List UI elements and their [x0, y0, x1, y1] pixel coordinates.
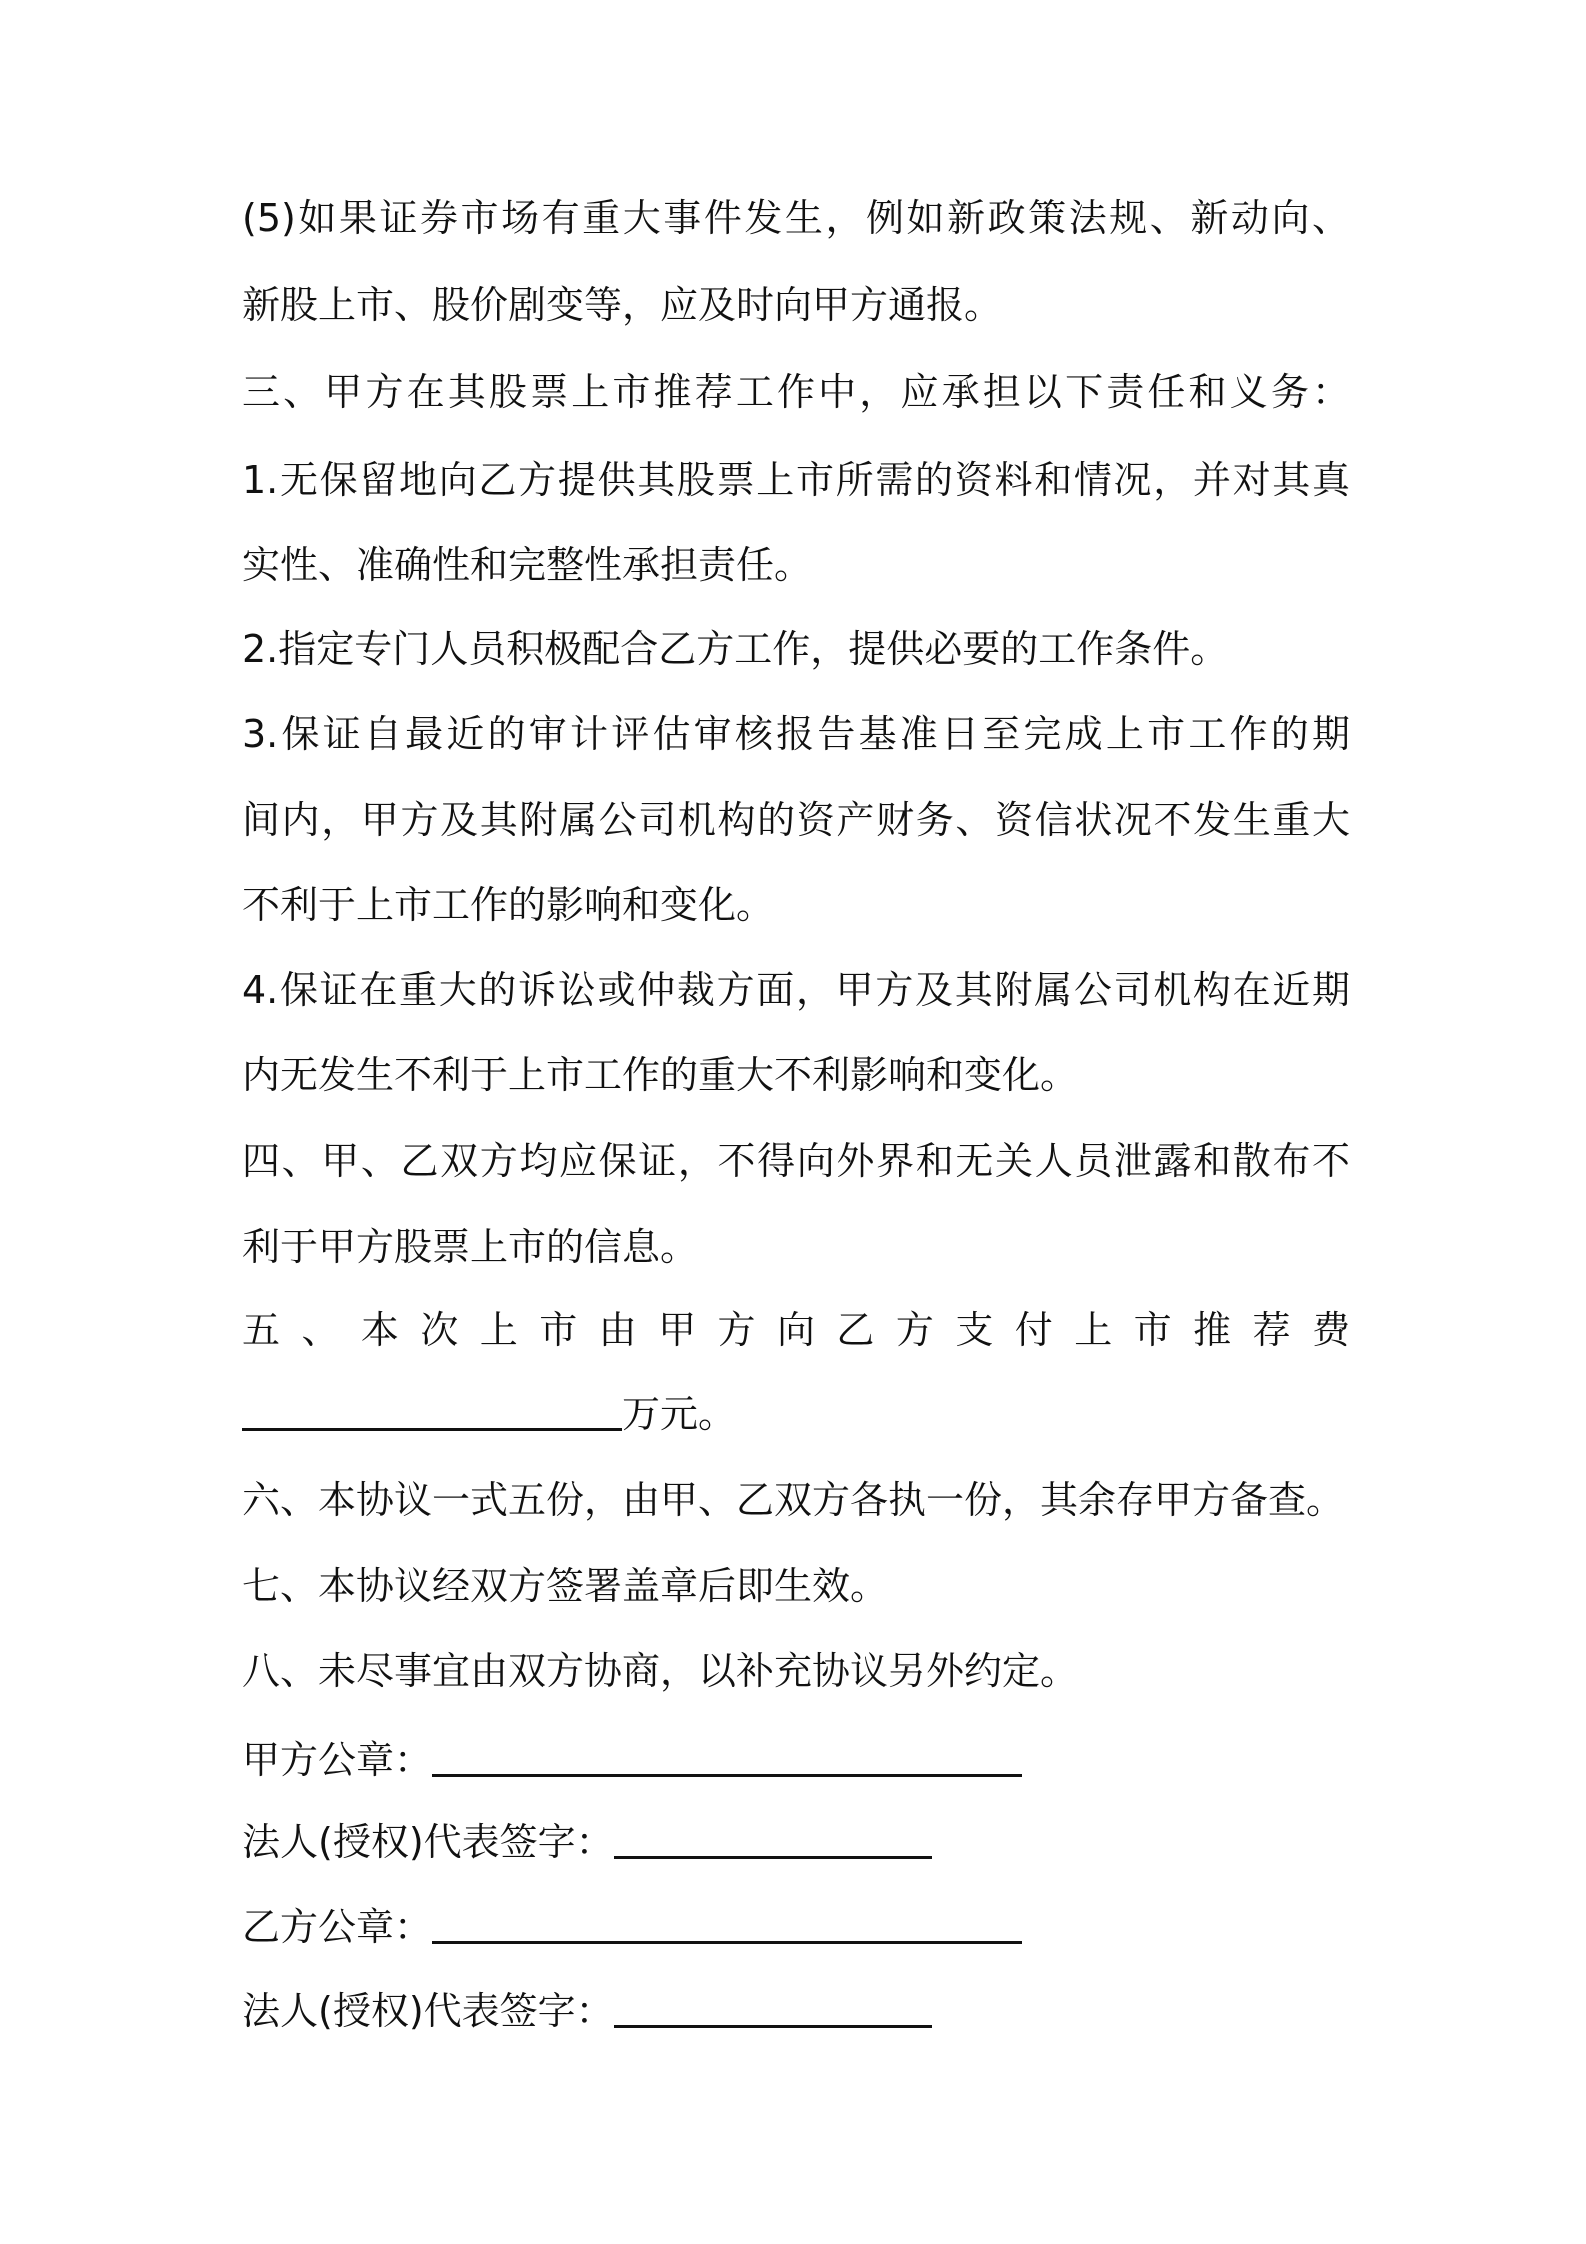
- fee-amount-line: [242, 1384, 1350, 1444]
- paragraph-line: 1.无保留地向乙方提供其股票上市所需的资料和情况，并对其真: [242, 458, 1350, 502]
- section-heading: 三、甲方在其股票上市推荐工作中，应承担以下责任和义务：: [242, 370, 1350, 414]
- party-b-rep-label: 法人(授权)代表签字：: [242, 1989, 614, 2033]
- party-b-seal-blank[interactable]: [432, 1899, 1022, 1944]
- party-b-rep-blank[interactable]: [614, 1983, 932, 2028]
- party-b-seal-line: [242, 1897, 1350, 1957]
- paragraph-line: 内无发生不利于上市工作的重大不利影响和变化。: [242, 1053, 1079, 1097]
- paragraph-line: 3.保证自最近的审计评估审核报告基准日至完成上市工作的期: [242, 712, 1350, 756]
- section-heading: 七、本协议经双方签署盖章后即生效。: [242, 1564, 889, 1608]
- section-heading: 四、甲、乙双方均应保证，不得向外界和无关人员泄露和散布不: [242, 1139, 1350, 1183]
- section-heading: 五、本次上市由甲方向乙方支付上市推荐费: [242, 1308, 1350, 1352]
- paragraph-line: 4.保证在重大的诉讼或仲裁方面，甲方及其附属公司机构在近期: [242, 968, 1350, 1012]
- paragraph-line: (5)如果证券市场有重大事件发生，例如新政策法规、新动向、: [242, 196, 1350, 240]
- paragraph-line: 不利于上市工作的影响和变化。: [242, 883, 775, 927]
- party-b-seal-label: 乙方公章：: [242, 1905, 433, 1949]
- paragraph-line: 利于甲方股票上市的信息。: [242, 1225, 699, 1269]
- paragraph-line: 实性、准确性和完整性承担责任。: [242, 543, 813, 587]
- section-heading: 八、未尽事宜由双方协商，以补充协议另外约定。: [242, 1649, 1079, 1693]
- paragraph-line: 间内，甲方及其附属公司机构的资产财务、资信状况不发生重大: [242, 798, 1350, 842]
- party-a-seal-line: [242, 1730, 1350, 1790]
- section-heading: 六、本协议一式五份，由甲、乙双方各执一份，其余存甲方备查。: [242, 1478, 1345, 1522]
- fee-amount-blank[interactable]: [242, 1386, 622, 1431]
- fee-unit: 万元。: [622, 1392, 737, 1436]
- party-a-rep-label: 法人(授权)代表签字：: [242, 1820, 614, 1864]
- party-a-seal-blank[interactable]: [432, 1732, 1022, 1777]
- party-b-rep-line: [242, 1981, 1350, 2041]
- party-a-rep-blank[interactable]: [614, 1814, 932, 1859]
- paragraph-line: 新股上市、股价剧变等，应及时向甲方通报。: [242, 283, 1003, 327]
- party-a-rep-line: [242, 1812, 1350, 1872]
- party-a-seal-label: 甲方公章：: [242, 1738, 433, 1782]
- paragraph-line: 2.指定专门人员积极配合乙方工作，提供必要的工作条件。: [242, 627, 1229, 671]
